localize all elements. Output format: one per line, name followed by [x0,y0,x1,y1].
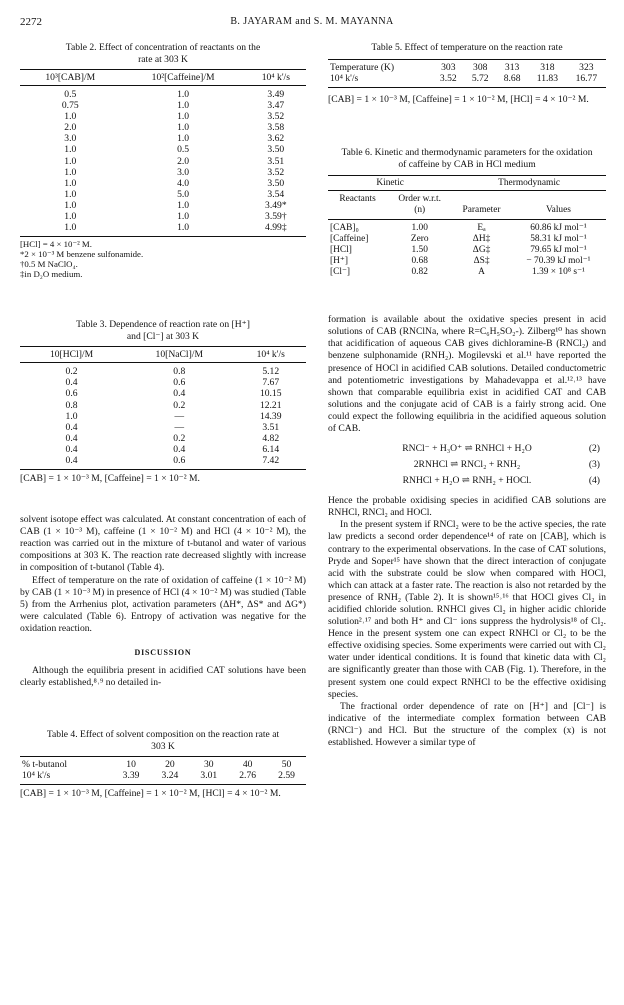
page-number: 2272 [20,16,42,28]
table-cell: 3.58 [267,122,285,134]
table-header: 10⁴ k'/s [246,70,306,86]
paragraph: Effect of temperature on the rate of oxidation of caffeine (1 × 10⁻² M) by CAB (1 × 10⁻³ M) in presence of HCl (4 × 10⁻² M) was studied (Table 5) from the Arrhenius plot, activation parameters (ΔH*, ΔS* and ΔG*) were calculated (Table 6). Entropy of activation was negative for the oxidation reaction. [20,574,306,634]
table-cell: 1.0 [65,410,78,422]
paragraph: In the present system if RNCl₂ were to be the active species, the rate law predicts a second order dependence¹⁴ of rate on [CAB], which is contrary to the experimental observations. In the case of CAT solutions, Pryde and Soper¹⁵ have shown that the direct interaction of conjugate acid with the substrate could be slow when compared with HOCl, which can attack at a faster rate. The reaction is also not retarded by the presence of RNH₂ (Table 2). It is shown¹⁵˒¹⁶ that HOCl gives Cl₂ in acidified chloride solution. RNHCl gives Cl₂ in higher acidic chloride solution²˒¹⁷ and both H⁺ and Cl⁻ ions suppress the hydrolysis¹⁸ of Cl₂. Hence in the present system one can expect RNHCl or Cl₂ to be the effective oxidising species. Some experiments were carried out with Cl₂ water under identical conditions. It is found that kinetic data with Cl₂ are significantly greater than those with CAB (Fig. 1). Therefore, in the present system one could expect RNHCl to be the effective oxidising species. [328,519,606,700]
table-cell: 7.67 [262,377,280,389]
table-cell: 0.5 [64,89,77,100]
table-cell: 16.77 [567,73,606,88]
table-row [328,256,606,267]
table-cell: 3.59† [265,211,287,223]
table-cell: 3.0 [177,166,190,178]
right-body-text [328,314,606,749]
table-cell: 1.0 [64,155,77,167]
table-cell: 12.21 [259,399,282,411]
table-cell: 3.51 [267,155,285,167]
table-cell: — [174,421,185,433]
table-row [20,86,306,101]
table-cell: 1.0 [64,166,77,178]
table-cell: 10.15 [259,388,282,400]
equations [328,441,606,489]
table-cell: 1.50 [411,245,428,256]
table-cell: 0.4 [65,443,78,455]
paragraph: Although the equilibria present in acidified CAT solutions have been clearly established,⁸˒⁹ no detailed in- [20,665,306,689]
table-cell: 1.0 [177,89,190,100]
table-cell: 0.4 [65,432,78,444]
left-column [20,42,306,799]
equation-3: 2RNHCl ⇌ RNCl₂ + RNH₂ (3) [413,459,600,471]
table-cell: 2.0 [177,155,190,167]
table-cell: 3.49* [265,199,287,211]
table-cell: 30 [203,759,214,771]
table-row [20,388,306,399]
table-row [20,122,306,133]
table-cell: 58.31 kJ mol⁻¹ [530,234,587,245]
table-cell: 3.24 [151,770,190,785]
table-row [20,111,306,122]
table-row [328,267,606,278]
table-row [328,220,606,235]
table-row [328,234,606,245]
table-cell: — [174,410,185,422]
table-cell: 2.76 [228,770,267,785]
left-body-text [20,514,306,689]
table-cell: 0.68 [411,256,428,267]
table-cell: [Caffeine] [330,234,369,245]
table-row [20,433,306,444]
table-cell: 0.4 [173,388,186,400]
equation-4: RNHCl + H₂O ⇌ RNH₂ + HOCl. (4) [402,475,600,487]
table-header: Order w.r.t. [398,194,441,205]
table-row [20,144,306,155]
table-cell: 4.82 [262,432,280,444]
table-4-caption: Table 4. Effect of solvent composition on the reaction rate at 303 K [46,729,280,753]
table-2-notes: [HCl] = 4 × 10⁻² M. *2 × 10⁻³ M benzene sulfonamide. †0.5 M NaClO₄. ‡in D₂O medium. [20,239,144,280]
table-cell: 1.0 [64,199,77,211]
table-cell: ΔS‡ [473,256,490,267]
table-cell: 0.4 [65,377,78,389]
table-cell: 1.0 [64,144,77,156]
table-header: 10⁴ k'/s [235,347,306,363]
table-row [20,178,306,189]
table-cell: 5.0 [177,188,190,200]
table-cell: 3.50 [267,144,285,156]
table-cell: 0.8 [173,366,186,378]
table-header: Values [511,191,606,220]
table-cell: 5.12 [262,366,280,378]
table-row [20,363,306,378]
table-cell: 4.0 [177,177,190,189]
table-cell: A [478,267,485,278]
row-label: 10⁴ k'/s [328,73,432,88]
table-cell: 308 [473,62,488,73]
table-cell: 1.0 [177,122,190,134]
paragraph: Hence the probable oxidising species in acidified CAB solutions are RNHCl, RNCl₂ and HOCl. [328,495,606,519]
table-cell: 60.86 kJ mol⁻¹ [530,223,587,234]
table-5-note: [CAB] = 1 × 10⁻³ M, [Caffeine] = 1 × 10⁻² M, [HCl] = 4 × 10⁻² M. [328,94,589,106]
table-cell: [CAB]₀ [330,223,359,234]
running-head: B. JAYARAM and S. M. MAYANNA [230,16,394,27]
paragraph: formation is available about the oxidative species present in acid solutions of CAB (RNClNa, where R=C₆H₅SO₂-). Zilberg¹⁰ has shown that acidification of aqueous CAB gives dichloramine-B (RNCl₂) and benzene sulphonamide (RNH₂). Mogilevski et al.¹¹ have reported the presence of HOCl in acidified CAB solutions. Detailed conductometric and potentiometric investigations by Mahadevappa et al.¹²˒¹³ have shown that comparable equilibria exist in acidified CAT and CAB solutions and the conjugate acid of CAB is a fairly strong acid. One could expect the following equilibria in the acidified aqueous solution of CAB. [328,314,606,435]
table-3-grid [20,346,306,470]
table-cell: 1.0 [64,188,77,200]
table-cell: 1.39 × 10⁸ s⁻¹ [532,267,585,278]
table-row [20,455,306,470]
table-cell: 20 [165,759,175,771]
row-label: % t-butanol [22,759,68,771]
table-cell: 0.2 [173,432,186,444]
table-header: Parameter [452,191,511,220]
table-3 [20,319,306,484]
table-4-note: [CAB] = 1 × 10⁻³ M, [Caffeine] = 1 × 10⁻² M, [HCl] = 4 × 10⁻² M. [20,788,281,800]
table-cell: 4.99‡ [246,222,306,237]
row-label: 10⁴ k'/s [20,770,112,785]
group-header-thermodynamic: Thermodynamic [452,176,606,191]
table-cell: 313 [504,62,520,73]
table-cell: 3.49 [267,89,285,100]
table-header: Reactants [339,194,376,205]
table-3-caption: Table 3. Dependence of reaction rate on [H⁺] and [Cl⁻] at 303 K [76,319,250,343]
table-cell: 2.0 [64,122,77,134]
table-cell: 11.83 [528,73,567,88]
table-cell: 3.52 [267,111,285,123]
table-cell: 79.65 kJ mol⁻¹ [530,245,587,256]
table-cell: 323 [579,62,594,73]
table-cell: 1.0 [64,211,77,223]
table-cell: Eₐ [477,223,486,234]
table-cell: 7.42 [235,455,306,470]
right-column [328,42,606,749]
table-cell: 8.68 [496,73,528,88]
table-cell: 3.51 [262,421,280,433]
paragraph: The fractional order dependence of rate on [H⁺] and [Cl⁻] is indicative of the intermediate complex formation between CAB (RNCl⁻) and HCl. But the structure of the complex (x) is not established. However a similar type of [328,700,606,748]
table-cell: 1.0 [64,177,77,189]
table-2-grid [20,69,306,237]
table-row [328,245,606,256]
table-header: 10³[CAB]/M [20,70,121,86]
table-4 [20,729,306,799]
table-cell: 3.50 [267,177,285,189]
table-cell: 3.62 [267,133,285,145]
table-row [20,211,306,222]
table-cell: [HCl] [330,245,352,256]
table-row [20,422,306,433]
table-row [20,444,306,455]
table-row [20,222,306,237]
table-cell: 1.0 [177,199,190,211]
equation-2: RNCl⁻ + H₃O⁺ ⇌ RNHCl + H₂O (2) [402,443,600,455]
table-cell: ΔG‡ [472,245,491,256]
table-cell: 0.2 [65,366,78,378]
row-label: Temperature (K) [330,62,395,73]
table-cell: 10 [126,759,136,771]
table-cell: 0.8 [65,399,78,411]
table-cell: Zero [410,234,429,245]
table-header: (n) [387,205,452,220]
table-2 [20,42,306,279]
table-row [20,167,306,178]
table-2-caption: Table 2. Effect of concentration of reactants on the rate at 303 K [65,42,261,65]
table-cell: 6.14 [262,443,280,455]
table-cell: 3.54 [267,188,285,200]
table-5-grid [328,59,606,88]
table-row [20,411,306,422]
table-cell: 3.39 [112,770,151,785]
table-cell: 303 [441,62,456,73]
table-cell: 1.0 [177,133,190,145]
table-row [20,377,306,388]
table-cell: 14.39 [259,410,282,422]
table-cell: 0.82 [411,267,428,278]
table-cell: 0.4 [173,443,186,455]
table-cell: 5.72 [464,73,496,88]
table-cell: 1.0 [177,111,190,123]
table-cell: 3.52 [267,166,285,178]
table-cell: 1.00 [411,223,428,234]
table-cell: 50 [281,759,292,771]
table-cell: 0.4 [65,421,78,433]
table-6-grid [328,175,606,278]
table-cell: 318 [540,62,555,73]
table-cell: 3.0 [64,133,77,145]
table-cell: 0.6 [173,377,186,389]
table-6-caption: Table 6. Kinetic and thermodynamic parameters for the oxidation of caffeine by CAB in HCl medium [341,147,593,171]
table-row [20,189,306,200]
table-cell: − 70.39 kJ mol⁻¹ [526,256,591,267]
table-cell: 3.01 [189,770,228,785]
table-cell: ΔH‡ [472,234,491,245]
table-cell: 1.0 [177,100,190,112]
table-row [20,200,306,211]
table-5-caption: Table 5. Effect of temperature on the reaction rate [371,42,563,53]
table-cell: 0.6 [65,388,78,400]
table-row [20,400,306,411]
table-cell: 1.0 [64,111,77,123]
table-cell: 0.2 [173,399,186,411]
table-cell: 0.5 [177,144,190,156]
table-row [20,100,306,111]
table-cell: [Cl⁻] [330,267,351,278]
table-cell: 0.4 [20,455,123,470]
table-4-grid [20,756,306,785]
table-header: 10[HCl]/M [20,347,123,363]
table-cell: 1.0 [177,211,190,223]
table-header: 10²[Caffeine]/M [121,70,246,86]
table-cell: 3.47 [267,100,285,112]
table-6 [328,147,606,278]
table-3-note: [CAB] = 1 × 10⁻³ M, [Caffeine] = 1 × 10⁻² M. [20,473,200,485]
table-cell: 0.6 [123,455,235,470]
table-cell: 2.59 [267,770,306,785]
paragraph: solvent isotope effect was calculated. At constant concentration of each of CAB (1 × 10⁻³ M), caffeine (1 × 10⁻² M) and HCl (4 × 10⁻² M), the reaction was carried out in the mixture of t-butanol and water of various compositions at 303 K. The reaction rate decreased slightly with increase in composition of t-butanol (Table 4). [20,514,306,574]
table-cell: 0.75 [61,100,79,112]
table-cell: 1.0 [20,222,121,237]
table-row [20,156,306,167]
table-row [20,133,306,144]
table-5 [328,42,606,105]
table-cell: [H⁺] [330,256,348,267]
table-cell: 1.0 [121,222,246,237]
table-cell: 40 [242,759,253,771]
section-heading: DISCUSSION [134,648,192,657]
table-header: 10[NaCl]/M [123,347,235,363]
table-cell: 3.52 [432,73,464,88]
group-header-kinetic: Kinetic [328,176,452,191]
